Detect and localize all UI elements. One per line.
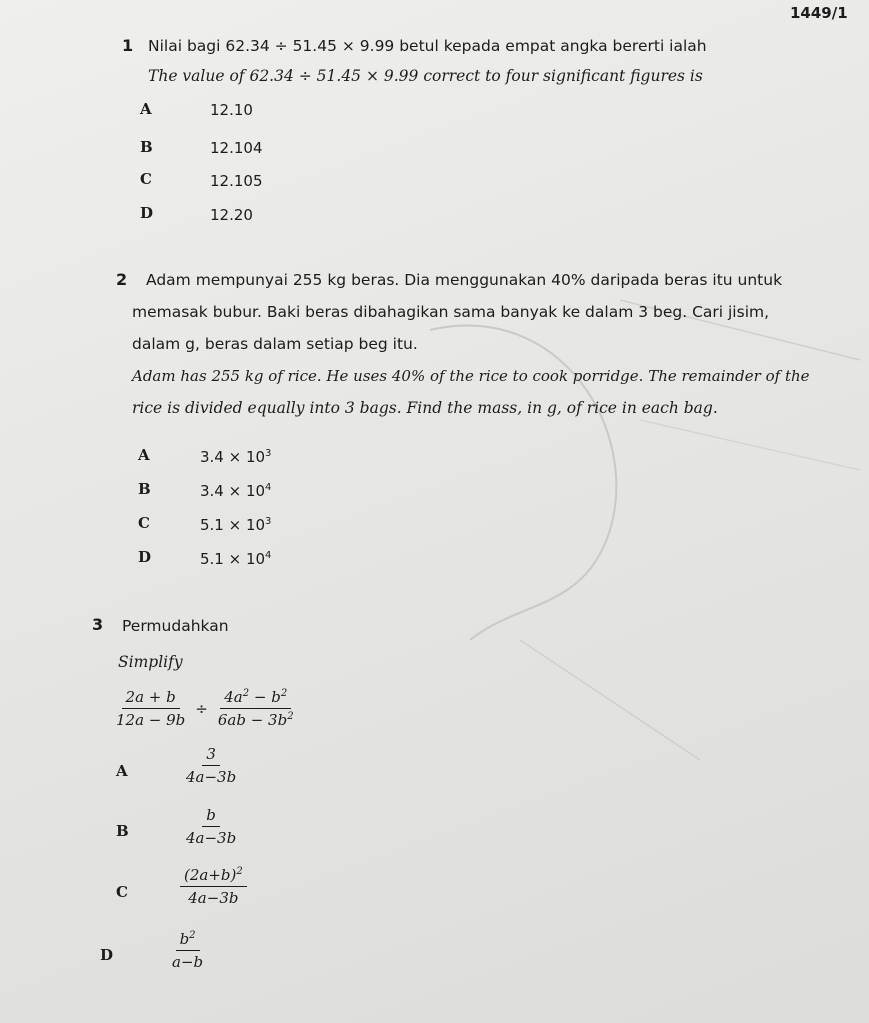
- fraction: [168, 930, 207, 971]
- question-text-malay-line-2: memasak bubur. Baki beras dibahagikan sama banyak ke dalam 3 beg. Cari jisim,: [132, 303, 770, 321]
- question-number: 3: [92, 615, 104, 634]
- numerator: [180, 866, 247, 887]
- numerator: 2a + b: [122, 688, 180, 709]
- exponent: 3: [265, 448, 272, 459]
- question-text-malay: Permudahkan: [122, 617, 229, 635]
- fraction: [182, 806, 240, 847]
- term: (2a+b): [184, 866, 237, 884]
- option-text: 12.104: [210, 139, 263, 157]
- option-letter: D: [138, 548, 152, 566]
- mantissa: 3.4 × 10: [200, 448, 266, 466]
- option-letter: D: [140, 204, 154, 222]
- option-text: [180, 866, 247, 907]
- exponent: 2: [236, 866, 243, 877]
- question-text-english: Simplify: [118, 653, 183, 671]
- fraction: [182, 745, 240, 786]
- option-letter: A: [140, 100, 152, 118]
- numerator: [220, 688, 291, 709]
- option-text: [200, 448, 271, 466]
- numerator: [176, 930, 200, 951]
- option-letter: C: [140, 170, 152, 188]
- term: 6ab − 3b: [217, 711, 288, 729]
- fraction: [180, 866, 247, 907]
- denominator: a−b: [172, 953, 204, 971]
- option-letter: C: [116, 883, 128, 901]
- question-text-english: The value of 62.34 ÷ 51.45 × 9.99 correct to four significant figures is: [148, 67, 703, 85]
- mantissa: 5.1 × 10: [200, 516, 266, 534]
- question-text-malay-line-3: dalam g, beras dalam setiap beg itu.: [132, 335, 418, 353]
- fraction-1: [112, 688, 189, 729]
- question-text-malay-line-1: Adam mempunyai 255 kg beras. Dia menggunakan 40% daripada beras itu untuk: [146, 271, 783, 289]
- term: b: [179, 930, 190, 948]
- term: 4a: [224, 688, 243, 706]
- denominator: 4a−3b: [186, 768, 237, 786]
- option-text: 12.20: [210, 206, 253, 224]
- mantissa: 3.4 × 10: [200, 482, 266, 500]
- option-text: [200, 482, 271, 500]
- option-text: [182, 745, 240, 786]
- term: − b: [249, 688, 281, 706]
- question-text-malay: Nilai bagi 62.34 ÷ 51.45 × 9.99 betul kepada empat angka bererti ialah: [148, 37, 707, 55]
- divide-sign: ÷: [195, 699, 208, 718]
- exponent: 3: [265, 516, 272, 527]
- numerator: b: [202, 806, 220, 827]
- expression: [112, 688, 298, 729]
- option-text: 12.105: [210, 172, 263, 190]
- exponent: 4: [265, 550, 272, 561]
- denominator: [214, 709, 298, 729]
- denominator: 4a−3b: [188, 889, 239, 907]
- option-text: [200, 550, 271, 568]
- option-text: [168, 930, 207, 971]
- question-text-english-line-2: rice is divided equally into 3 bags. Find the mass, in g, of rice in each bag.: [132, 399, 718, 417]
- numerator: 3: [202, 745, 220, 766]
- mantissa: 5.1 × 10: [200, 550, 266, 568]
- exponent: 2: [287, 711, 294, 722]
- question-number: 1: [122, 36, 134, 55]
- option-letter: C: [138, 514, 150, 532]
- page-code: 1449/1: [790, 4, 848, 22]
- option-letter: B: [116, 822, 129, 840]
- exponent: 2: [189, 930, 196, 941]
- option-letter: B: [140, 138, 153, 156]
- denominator: 12a − 9b: [116, 711, 186, 729]
- question-text-english-line-1: Adam has 255 kg of rice. He uses 40% of the rice to cook porridge. The remainder of the: [132, 367, 810, 385]
- option-letter: D: [100, 946, 114, 964]
- option-text: 12.10: [210, 101, 253, 119]
- exponent: 2: [280, 688, 288, 699]
- option-text: [200, 516, 271, 534]
- option-letter: A: [116, 762, 128, 780]
- option-text: [182, 806, 240, 847]
- exponent: 2: [242, 688, 250, 699]
- option-letter: A: [138, 446, 150, 464]
- question-number: 2: [116, 270, 128, 289]
- fraction-2: [214, 688, 298, 729]
- exponent: 4: [265, 482, 272, 493]
- denominator: 4a−3b: [186, 829, 237, 847]
- option-letter: B: [138, 480, 151, 498]
